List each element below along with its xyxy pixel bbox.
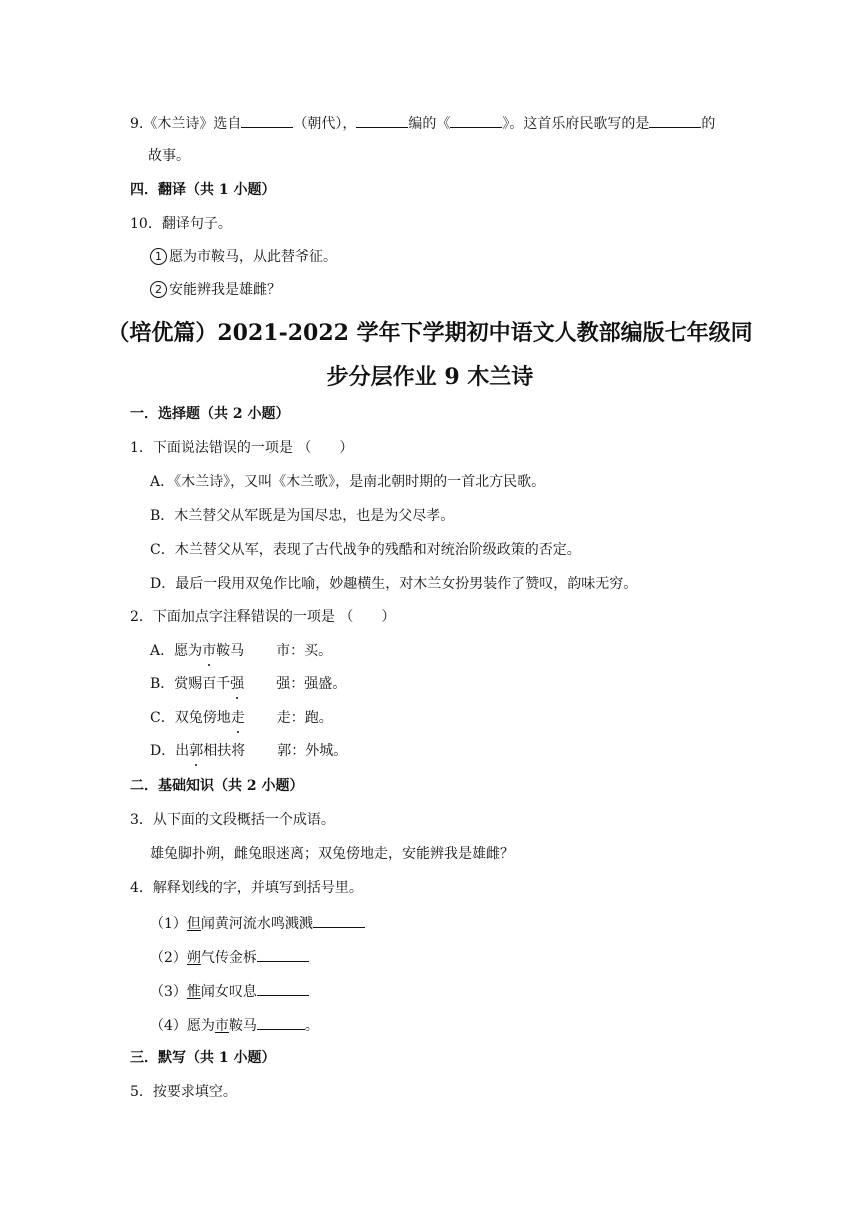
underlined-char: 但 <box>186 916 201 932</box>
answer-blank[interactable] <box>356 112 408 128</box>
question-1-option-a[interactable]: A．《木兰诗》，又叫《木兰歌》，是南北朝时期的一首北方民歌。 <box>150 474 546 490</box>
document-title-line-1: （培优篇）2021-2022 学年下学期初中语文人教部编版七年级同 <box>107 320 753 346</box>
question-1-option-c[interactable]: C．木兰替父从军，表现了古代战争的残酷和对统治阶级政策的否定。 <box>150 542 581 558</box>
question-9-continued: 故事。 <box>148 148 190 164</box>
question-2-stem: 2．下面加点字注释错误的一项是 （ ） <box>130 609 396 625</box>
question-1-option-d[interactable]: D．最后一段用双兔作比喻，妙趣横生，对木兰女扮男装作了赞叹，韵味无穷。 <box>150 576 638 592</box>
dotted-char: 强 <box>230 676 245 692</box>
question-4-item-2: （2）朔气传金柝 <box>150 946 309 968</box>
answer-blank[interactable] <box>257 1014 305 1030</box>
section-3-heading: 三．默写（共 1 小题） <box>130 1050 276 1066</box>
dotted-char: 走 <box>230 710 245 726</box>
question-10-stem: 10．翻译句子。 <box>130 216 232 232</box>
circled-number: 1 <box>150 248 167 265</box>
section-2-heading: 二．基础知识（共 2 小题） <box>130 778 304 794</box>
question-10-item-1: 1 愿为市鞍马，从此替爷征。 <box>150 247 337 267</box>
question-1-option-b[interactable]: B．木兰替父从军既是为国尽忠，也是为父尽孝。 <box>150 508 455 524</box>
answer-blank[interactable] <box>649 112 701 128</box>
answer-blank[interactable] <box>241 112 293 128</box>
section-4-heading: 四．翻译（共 1 小题） <box>130 182 276 198</box>
question-2-option-a[interactable]: A．愿为市鞍马 市：买。 <box>150 643 333 659</box>
question-3-stem: 3．从下面的文段概括一个成语。 <box>130 812 335 828</box>
underlined-char: 朔 <box>186 950 201 966</box>
question-2-option-c[interactable]: C．双兔傍地走 走：跑。 <box>150 710 333 726</box>
question-4-item-4: （4）愿为市鞍马 。 <box>150 1014 319 1036</box>
question-2-option-d[interactable]: D．出郭相扶将 郭：外城。 <box>150 743 348 759</box>
underlined-char: 惟 <box>186 984 201 1000</box>
underlined-char: 市 <box>214 1018 229 1034</box>
answer-blank[interactable] <box>313 912 365 928</box>
question-4-stem: 4．解释划线的字，并填写到括号里。 <box>130 880 363 896</box>
circled-number: 2 <box>150 281 167 298</box>
document-title-line-2: 步分层作业 9 木兰诗 <box>326 364 534 390</box>
question-3-passage: 雄兔脚扑朔，雌兔眼迷离；双兔傍地走，安能辨我是雄雌？ <box>150 846 514 862</box>
question-4-item-3: （3）惟闻女叹息 <box>150 980 309 1002</box>
answer-blank[interactable] <box>257 946 309 962</box>
question-4-item-1: （1）但闻黄河流水鸣溅溅 <box>150 912 365 934</box>
question-10-item-2: 2 安能辨我是雄雌？ <box>150 280 281 300</box>
answer-blank[interactable] <box>450 112 502 128</box>
dotted-char: 市 <box>202 643 217 659</box>
section-1-heading: 一．选择题（共 2 小题） <box>130 406 290 422</box>
question-9: 9.《木兰诗》选自 （朝代）， 编的《 》。这首乐府民歌写的是 的 <box>130 112 715 134</box>
question-1-stem: 1．下面说法错误的一项是 （ ） <box>130 440 354 456</box>
question-5-stem: 5．按要求填空。 <box>130 1084 237 1100</box>
question-2-option-b[interactable]: B．赏赐百千强 强：强盛。 <box>150 676 347 692</box>
dotted-char: 郭 <box>189 743 204 759</box>
answer-blank[interactable] <box>257 980 309 996</box>
